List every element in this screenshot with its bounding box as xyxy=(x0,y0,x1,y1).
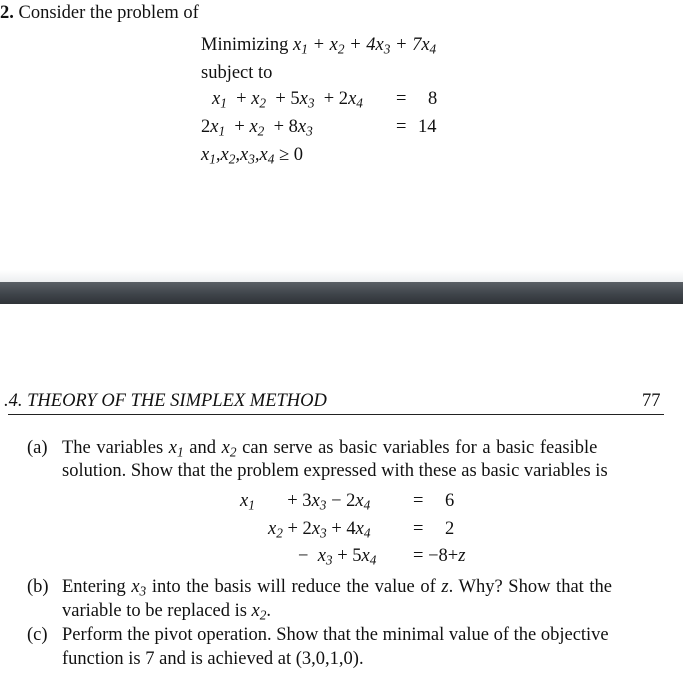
constraint-2-equals: = xyxy=(396,117,407,137)
part-c-line-1: Perform the pivot operation. Show that the minimal value of the objective xyxy=(62,625,609,645)
subject-to-label: subject to xyxy=(201,63,273,83)
constraint-2: $2x_1 + x_2 + 8x_3$ xyxy=(201,117,313,139)
minimizing-label: Minimizing xyxy=(201,35,289,55)
part-b-line-1: Entering $x_3$ into the basis will reduce the value of z. Why? Show that the xyxy=(62,577,613,599)
nonnegativity-constraint: $x_1,x_2,x_3,x_4 \ge 0$ xyxy=(201,145,304,167)
problem-intro: Consider the problem of xyxy=(18,3,199,23)
constraint-2-rhs: 14 xyxy=(418,117,437,137)
part-a-label: (a) xyxy=(27,438,48,458)
part-c-label: (c) xyxy=(27,625,48,645)
system-eq-2: $x_2 + 2x_3 + 4x_4$ xyxy=(268,519,371,541)
system-eq-1-rhs: 6 xyxy=(445,491,455,511)
constraint-1: $x_1 + x_2 + 5x_3 + 2x_4$ xyxy=(212,89,363,111)
system-eq-3: − $x_3 + 5x_4$ xyxy=(298,546,377,568)
part-b-line-2: variable to be replaced is $x_2$. xyxy=(62,601,272,623)
problem-number-line xyxy=(0,2,199,24)
problem-number: 2. xyxy=(0,3,14,23)
part-b-label: (b) xyxy=(27,577,49,597)
objective-line xyxy=(201,34,436,56)
constraint-1-rhs: 8 xyxy=(428,89,438,109)
system-eq-3-rhs: = −8+z xyxy=(413,546,466,566)
constraint-1-equals: = xyxy=(396,89,407,109)
part-c-line-2: function is 7 and is achieved at (3,0,1,0). xyxy=(62,649,364,669)
header-rule xyxy=(8,414,664,415)
page-divider-band xyxy=(0,282,683,304)
system-eq-1-equals: = xyxy=(413,491,424,511)
system-eq-2-equals: = xyxy=(413,519,424,539)
part-a-line-2: solution. Show that the problem expressed with these as basic variables is xyxy=(62,461,608,481)
objective-expression: $x_1 + x_2 + 4x_3 + 7x_4$ xyxy=(293,35,437,57)
page-number: 77 xyxy=(642,391,661,411)
system-eq-1: $x_1$ + $3x_3 - 2x_4$ xyxy=(240,491,371,513)
part-a-line-1: The variables $x_1$ and $x_2$ can serve as basic variables for a basic feasible xyxy=(62,438,598,460)
section-header-title: .4. THEORY OF THE SIMPLEX METHOD xyxy=(4,391,327,411)
page-gap xyxy=(0,270,683,282)
system-eq-2-rhs: 2 xyxy=(445,519,455,539)
